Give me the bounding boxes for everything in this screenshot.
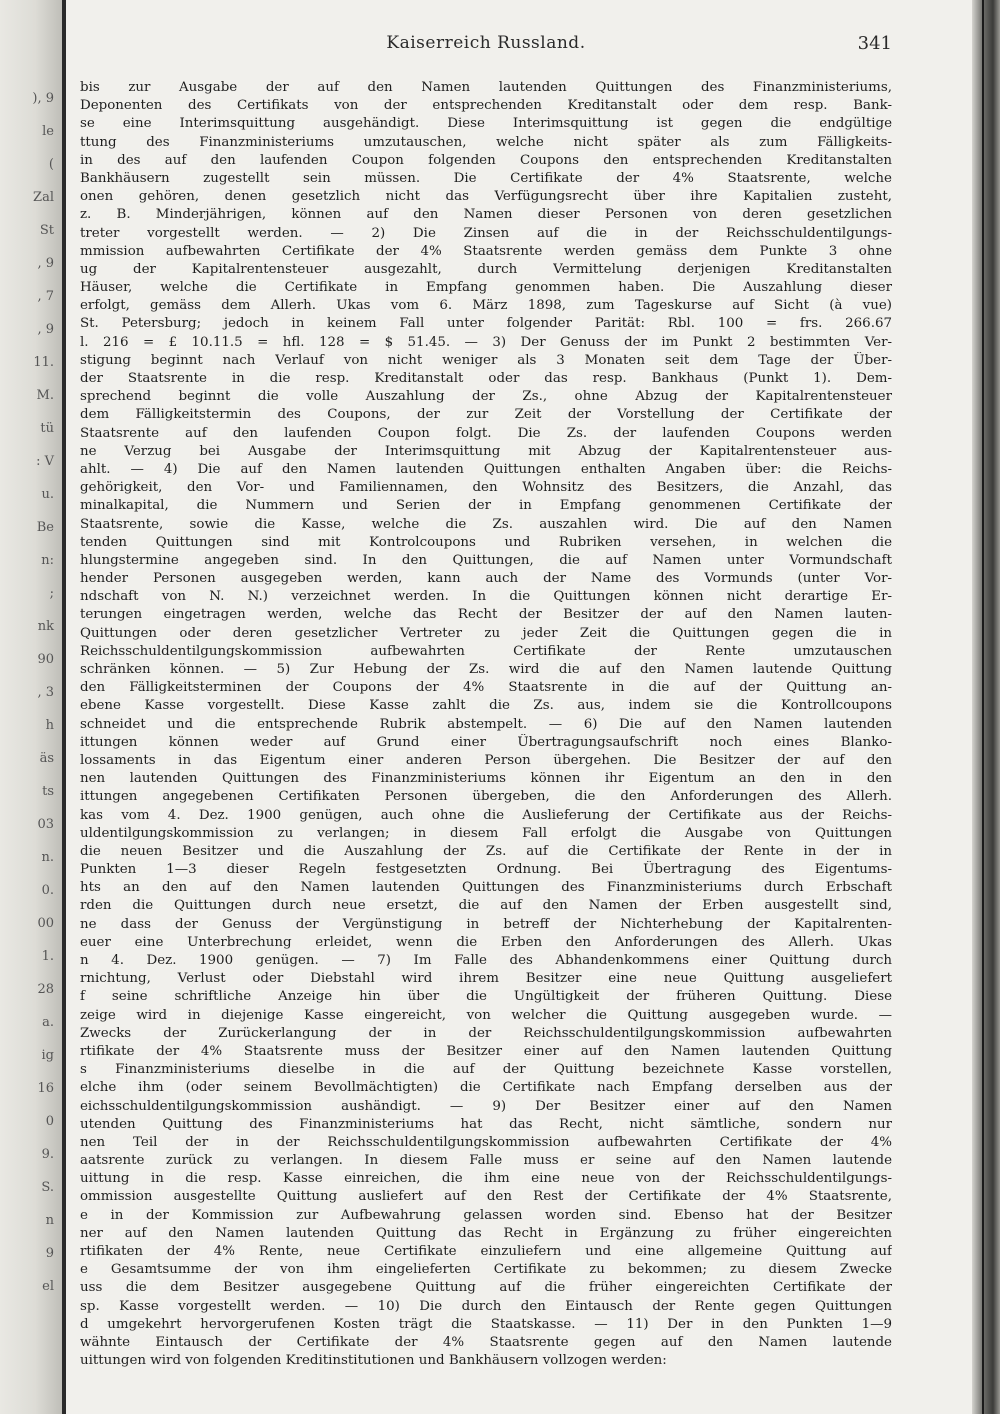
text-line: ommission ausgestellte Quittung ausliefert auf den Rest der Certifikate der 4% Staatsrente, bbox=[80, 1189, 892, 1205]
text-line: aatsrente zurück zu verlangen. In diesem Falle muss er seine auf den Namen lautende bbox=[80, 1153, 892, 1169]
text-line: nen Teil der in der Reichsschuldentilgungskommission aufbewahrten Certifikate der 4% bbox=[80, 1134, 892, 1150]
text-line: z. B. Minderjährigen, können auf den Namen dieser Personen von deren gesetzlichen bbox=[80, 207, 892, 223]
text-line: ebene Kasse vorgestellt. Diese Kasse zahlt die Zs. aus, indem sie die Kontrollcoupons bbox=[80, 698, 892, 714]
margin-fragment: , 7 bbox=[37, 289, 54, 304]
text-line: nen lautenden Quittungen des Finanzministeriums können ihr Eigentum an den in den bbox=[80, 771, 892, 787]
text-line: hlungstermine angegeben sind. In den Quittungen, die auf Namen unter Vormundschaft bbox=[80, 552, 892, 568]
text-line: eichsschuldentilgungskommission aushändigt. — 9) Der Besitzer einer auf den Namen bbox=[80, 1098, 892, 1114]
margin-fragment: St bbox=[39, 223, 54, 238]
margin-fragment: a. bbox=[42, 1015, 54, 1030]
margin-fragment: nk bbox=[37, 619, 54, 634]
text-line: Bankhäusern zugestellt sein müssen. Die Certifikate der 4% Staatsrente, welche bbox=[80, 170, 892, 186]
text-line: uittung in die resp. Kasse einreichen, die ihm eine neue von der Reichsschuldentilgungs- bbox=[80, 1171, 892, 1187]
margin-fragment: , 3 bbox=[37, 685, 54, 700]
text-line: uldentilgungskommission zu verlangen; in diesem Fall erfolgt die Ausgabe von Quittungen bbox=[80, 825, 892, 841]
text-line: schränken können. — 5) Zur Hebung der Zs. wird die auf den Namen lautende Quittung bbox=[80, 662, 892, 677]
text-line: sprechend beginnt die volle Auszahlung der Zs., ohne Abzug der Kapitalrentensteuer bbox=[80, 389, 892, 405]
margin-fragment: le bbox=[42, 124, 54, 139]
text-line: uittungen wird von folgenden Kreditinstitutionen und Bankhäusern vollzogen werden: bbox=[80, 1353, 667, 1369]
margin-fragment: 03 bbox=[37, 817, 54, 832]
text-line: Punkten 1—3 dieser Regeln festgesetzten Ordnung. Bei Übertragung des Eigentums- bbox=[80, 862, 892, 878]
text-line: Reichsschuldentilgungskommission aufbewahrten Certifikate der Rente umzutauschen bbox=[80, 643, 892, 659]
spine-shadow bbox=[62, 0, 66, 1414]
text-line: elche ihm (oder seinem Bevollmächtigten) die Certifikate nach Empfang derselben aus der bbox=[80, 1080, 892, 1096]
text-line: zeige wird in diejenige Kasse eingereicht, von welcher die Quittung ausgegeben wurde. — bbox=[80, 1007, 892, 1023]
margin-fragment: 1. bbox=[41, 949, 54, 964]
text-line: ug der Kapitalrentensteuer ausgezahlt, durch Vermittelung derjenigen Kreditanstalten bbox=[80, 261, 892, 277]
margin-fragment: n bbox=[45, 1213, 54, 1228]
page-number: 341 bbox=[857, 33, 892, 54]
text-line: uss die dem Besitzer ausgegebene Quittung auf die früher eingereichten Certifikate der bbox=[80, 1280, 892, 1296]
text-line: sp. Kasse vorgestellt werden. — 10) Die durch den Eintausch der Rente gegen Quittungen bbox=[80, 1298, 892, 1314]
text-line: rtifikate der 4% Staatsrente muss der Besitzer einer auf den Namen lautenden Quittung bbox=[80, 1043, 892, 1059]
text-line: n 4. Dez. 1900 genügen. — 7) Im Falle des Abhandenkommens einer Quittung durch bbox=[80, 953, 892, 968]
margin-fragment: 90 bbox=[37, 652, 54, 667]
text-line: euer eine Unterbrechung erleidet, wenn die Erben den Anforderungen des Allerh. Ukas bbox=[80, 934, 892, 950]
right-page-edge bbox=[972, 0, 1000, 1414]
margin-fragment: , 9 bbox=[37, 256, 54, 271]
margin-fragment: ; bbox=[49, 586, 54, 601]
text-line: hender Personen ausgegeben werden, kann auch der Name des Vormunds (unter Vor- bbox=[80, 571, 892, 587]
text-line: der Staatsrente in die resp. Kreditanstalt oder das resp. Bankhaus (Punkt 1). Dem- bbox=[80, 371, 892, 386]
text-line: utenden Quittung des Finanzministeriums hat das Recht, nicht sämtliche, sondern nur bbox=[80, 1116, 892, 1132]
text-line: Staatsrente auf den laufenden Coupon folgt. Die Zs. der laufenden Coupons werden bbox=[80, 425, 892, 441]
text-line: e in der Kommission zur Aufbewahrung gelassen worden sind. Ebenso hat der Besitzer bbox=[80, 1207, 892, 1223]
text-line: Quittungen oder deren gesetzlicher Vertreter zu jeder Zeit die Quittungen gegen die in bbox=[80, 625, 892, 641]
text-line: se eine Interimsquittung ausgehändigt. Diese Interimsquittung ist gegen die endgültige bbox=[80, 116, 892, 132]
margin-fragment: S. bbox=[41, 1180, 54, 1195]
text-line: mmission aufbewahrten Certifikate der 4% Staatsrente werden gemäss dem Punkte 3 ohne bbox=[80, 243, 892, 259]
text-line: treter vorgestellt werden. — 2) Die Zinsen auf die in der Reichsschuldentilgungs- bbox=[80, 225, 892, 241]
text-line: Häuser, welche die Certifikate in Empfang genommen haben. Die Auszahlung dieser bbox=[80, 280, 892, 296]
text-line: wähnte Eintausch der Certifikate der 4% Staatsrente gegen auf den Namen lautende bbox=[80, 1334, 892, 1350]
text-line: terungen eingetragen werden, welche das Recht der Besitzer der auf den Namen lauten- bbox=[80, 607, 892, 623]
margin-fragment: h bbox=[45, 718, 54, 733]
margin-fragment: ), 9 bbox=[32, 91, 54, 106]
margin-fragment: u. bbox=[41, 487, 54, 502]
margin-fragment: Zal bbox=[33, 190, 54, 205]
margin-fragment: n: bbox=[41, 553, 54, 568]
text-line: tenden Quittungen sind mit Kontrolcoupons und Rubriken versehen, in welchen die bbox=[80, 534, 892, 550]
text-line: ndschaft von N. N.) verzeichnet werden. In die Quittungen können nicht derartige Er- bbox=[80, 589, 892, 605]
text-line: f seine schriftliche Anzeige hin über die Ungültigkeit der früheren Quittung. Diese bbox=[80, 989, 892, 1005]
margin-fragment: ig bbox=[41, 1048, 54, 1063]
margin-fragment: 0. bbox=[41, 883, 54, 898]
text-line: onen gehören, denen gesetzlich nicht das Verfügungsrecht über ihre Kapitalien zusteht, bbox=[80, 189, 892, 205]
margin-fragment: 16 bbox=[37, 1081, 54, 1096]
text-line: stigung beginnt nach Verlauf von nicht weniger als 3 Monaten seit dem Tage der Über- bbox=[80, 352, 892, 368]
text-line: s Finanzministeriums dieselbe in die auf der Quittung bezeichnete Kasse vorstellen, bbox=[80, 1062, 892, 1078]
margin-fragment: tü bbox=[40, 421, 54, 436]
left-margin-gutter bbox=[0, 0, 64, 1414]
text-line: ittungen können weder auf Grund einer Übertragungsaufschrift noch eines Blanko- bbox=[80, 734, 892, 750]
text-line: rnichtung, Verlust oder Diebstahl wird ihrem Besitzer eine neue Quittung ausgeliefert bbox=[80, 971, 892, 987]
text-line: in des auf den laufenden Coupon folgenden Coupons den entsprechenden Kreditanstalten bbox=[80, 152, 892, 168]
text-line: kas vom 4. Dez. 1900 genügen, auch ohne die Auslieferung der Certifikate aus der Reichs- bbox=[80, 807, 892, 823]
body-text bbox=[80, 79, 892, 1370]
text-line: ttung des Finanzministeriums umzutauschen, welche nicht später als zum Fälligkeits- bbox=[80, 134, 892, 150]
margin-fragment: 0 bbox=[45, 1114, 54, 1129]
margin-fragment: äs bbox=[39, 751, 54, 766]
text-line: d umgekehrt hervorgerufenen Kosten trägt die Staatskasse. — 11) Der in den Punkten 1—9 bbox=[80, 1316, 892, 1332]
text-line: minalkapital, die Nummern und Serien der in Empfang genommenen Certifikate der bbox=[80, 498, 892, 514]
text-line: hts an den auf den Namen lautenden Quittungen des Finanzministeriums durch Erbschaft bbox=[80, 880, 892, 896]
margin-fragment: : V bbox=[36, 454, 54, 469]
text-line: ahlt. — 4) Die auf den Namen lautenden Quittungen enthalten Angaben über: die Reichs- bbox=[80, 461, 892, 477]
text-line: ne dass der Genuss der Vergünstigung in betreff der Nichterhebung der Kapitalrenten- bbox=[80, 916, 892, 932]
margin-fragment: el bbox=[42, 1279, 54, 1294]
margin-fragment: 11. bbox=[33, 355, 54, 370]
text-line: bis zur Ausgabe der auf den Namen lautenden Quittungen des Finanzministeriums, bbox=[80, 80, 892, 95]
text-line: dem Fälligkeitstermin des Coupons, der zur Zeit der Vorstellung der Certifikate der bbox=[80, 407, 892, 423]
text-line: rtifikaten der 4% Rente, neue Certifikate einzuliefern und eine allgemeine Quittung auf bbox=[80, 1244, 892, 1259]
text-line: ner auf den Namen lautenden Quittung das Recht in Ergänzung zu früher eingereichten bbox=[80, 1225, 892, 1241]
text-line: lossaments in das Eigentum einer anderen Person übergehen. Die Besitzer der auf den bbox=[80, 752, 892, 768]
margin-fragment: 9 bbox=[45, 1246, 54, 1261]
text-line: ne Verzug bei Ausgabe der Interimsquittung mit Abzug der Kapitalrentensteuer aus- bbox=[80, 443, 892, 459]
page-header bbox=[80, 33, 892, 59]
margin-fragment: 28 bbox=[37, 982, 54, 997]
margin-fragment: ts bbox=[42, 784, 54, 799]
text-line: rden die Quittungen durch neue ersetzt, die auf den Namen der Erben ausgestellt sind, bbox=[80, 898, 892, 914]
text-line: gehörigkeit, den Vor- und Familiennamen, den Wohnsitz des Besitzers, die Anzahl, das bbox=[80, 480, 892, 496]
text-line: schneidet und die entsprechende Rubrik abstempelt. — 6) Die auf den Namen lautenden bbox=[80, 716, 892, 732]
text-line: Deponenten des Certifikats von der entsprechenden Kreditanstalt oder dem resp. Bank- bbox=[80, 98, 892, 114]
text-line: Staatsrente, sowie die Kasse, welche die Zs. auszahlen wird. Die auf den Namen bbox=[80, 516, 892, 532]
margin-fragment: n. bbox=[41, 850, 54, 865]
text-line: ittungen angegebenen Certifikaten Personen übergeben, die den Anforderungen des Allerh. bbox=[80, 789, 892, 805]
margin-fragment: ( bbox=[48, 157, 54, 172]
running-title: Kaiserreich Russland. bbox=[386, 33, 586, 53]
text-line: e Gesamtsumme der von ihm eingelieferten Certifikate zu bekommen; zu diesem Zwecke bbox=[80, 1262, 892, 1278]
text-line: die neuen Besitzer und die Auszahlung der Zs. auf die Certifikate der Rente in der in bbox=[80, 843, 892, 859]
text-line: erfolgt, gemäss dem Allerh. Ukas vom 6. März 1898, zum Tageskurse auf Sicht (à vue) bbox=[80, 298, 892, 314]
margin-fragment: Be bbox=[36, 520, 54, 535]
margin-fragment: M. bbox=[36, 388, 54, 403]
margin-fragment: , 9 bbox=[37, 322, 54, 337]
margin-fragment: 9. bbox=[41, 1147, 54, 1162]
margin-fragment: 00 bbox=[37, 916, 54, 931]
text-line: Zwecks der Zurückerlangung der in der Reichsschuldentilgungskommission aufbewahrten bbox=[80, 1025, 892, 1041]
text-line: l. 216 = £ 10.11.5 = hfl. 128 = $ 51.45. — 3) Der Genuss der im Punkt 2 bestimmten Ver- bbox=[80, 334, 892, 350]
text-line: den Fälligkeitsterminen der Coupons der 4% Staatsrente in die auf der Quittung an- bbox=[80, 680, 892, 696]
text-line: St. Petersburg; jedoch in keinem Fall unter folgender Parität: Rbl. 100 = frs. 266.67 bbox=[80, 316, 892, 332]
